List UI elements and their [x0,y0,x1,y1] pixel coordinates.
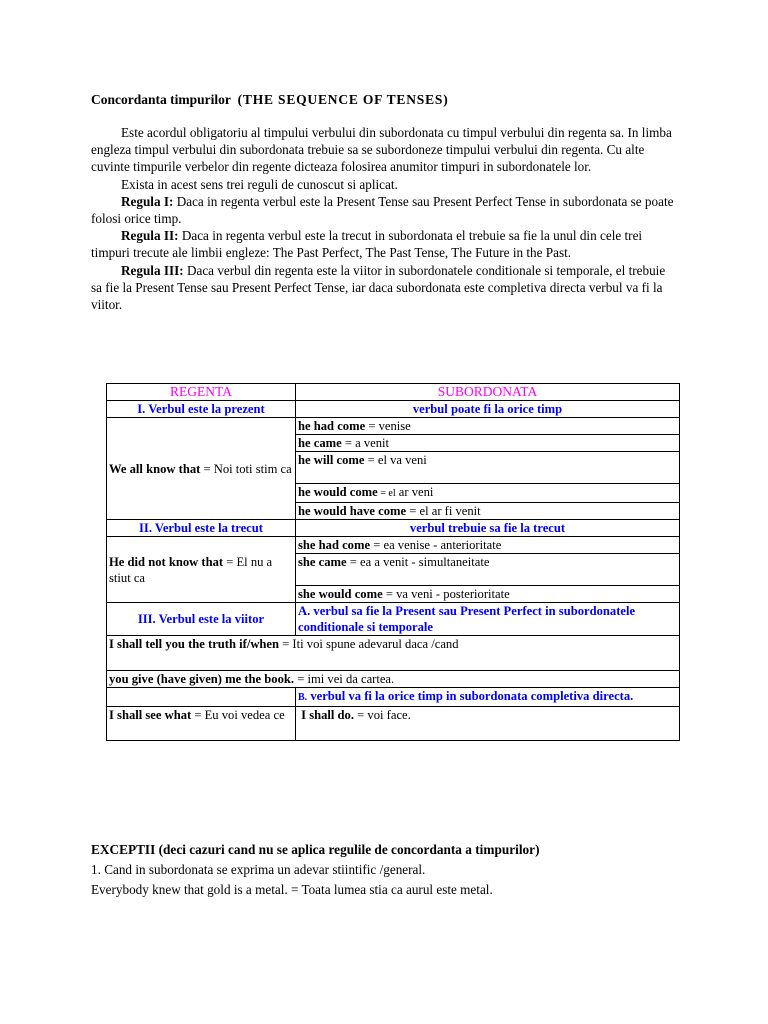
example-translation: = Iti voi spune adevarul daca /cand [279,637,459,651]
sub-clause-cell [296,418,680,435]
table-row [107,636,680,671]
rule-2-label: Regula II: [121,228,179,244]
sub-clause-cell [296,537,680,554]
sub-clause-translation: = va veni - posterioritate [382,587,510,601]
title-en: (THE SEQUENCE OF TENSES) [237,92,449,107]
section-2-header-row [107,520,680,537]
exception-1-example: Everybody knew that gold is a metal. = Toata lumea stia ca aurul este metal. [91,882,493,897]
rule-b-prefix: B. [298,692,308,703]
exception-1: 1. Cand in subordonata se exprima un adevar stiintific /general. [91,862,426,877]
main-clause-translation: = El nu a stiut ca [109,554,273,585]
intro-rules-lead: Exista in acest sens trei reguli de cunoscut si aplicat. [121,176,398,192]
sub-clause-bold: she would come [298,587,383,601]
sub-clause-translation: = ea venise - anterioritate [370,538,502,552]
sub-clause-bold: he came [298,436,342,450]
section-2-left: II. Verbul este la trecut [107,520,296,537]
rule-b-text: verbul va fi la orice timp in subordonata completiva directa. [307,689,634,703]
sub-clause-translation: = el va veni [364,453,427,467]
table-row [107,418,680,435]
table-row [107,671,680,688]
sub-clause-translation-small: = el [377,488,396,499]
header-regenta: REGENTA [107,384,296,401]
main-clause-bold: I shall see what [109,708,192,722]
section-3-right-a: A. verbul sa fie la Present sau Present Perfect in subordonatele conditionale si temporale [296,603,680,636]
table-row [107,688,680,707]
section-3-main-clause [107,707,296,741]
table-header-row [107,384,680,401]
example-bold: I shall tell you the truth if/when [109,637,280,651]
sub-clause-translation: ar veni [395,485,434,499]
empty-cell [107,688,296,707]
sub-clause-cell [296,586,680,603]
main-clause-translation: = Noi toti stim ca [200,461,292,476]
sub-clause-translation: = voi face. [354,708,411,722]
header-subordonata: SUBORDONATA [296,384,680,401]
sub-clause-bold: he will come [298,453,365,467]
sub-clause-translation: = el ar fi venit [406,504,481,518]
section-2-main-clause [107,537,296,603]
section-1-header-row [107,401,680,418]
example-bold: you give (have given) me the book. [109,672,295,686]
rule-1-text: Daca in regenta verbul este la Present Tense sau Present Perfect Tense in subordonata se poate folosi orice timp. [91,193,674,227]
section-2-right: verbul trebuie sa fie la trecut [296,520,680,537]
page-title [91,92,449,108]
intro-section [91,124,677,313]
sub-clause-bold: she came [298,555,347,569]
sub-clause-cell [296,435,680,452]
sub-clause-cell [296,484,680,503]
rule-1 [91,193,677,227]
title-ro: Concordanta timpurilor [91,92,231,107]
section-1-right: verbul poate fi la orice timp [296,401,680,418]
sub-clause-cell [296,554,680,586]
sub-clause-cell [296,707,680,741]
sub-clause-bold: he had come [298,419,366,433]
example-translation: = imi vei da cartea. [294,672,395,686]
section-1-left: I. Verbul este la prezent [107,401,296,418]
sub-clause-translation: = ea a venit - simultaneitate [346,555,490,569]
rule-2-text: Daca in regenta verbul este la trecut in subordonata el trebuie sa fie la unul din cele trei timpuri trecute ale limbii engleze: The Past Perfect, The Past Tense, The Future in the Past. [91,228,643,261]
sub-clause-bold: he would come [298,485,378,499]
table-row [107,707,680,741]
main-clause-bold: He did not know that [109,554,224,569]
example-line-1 [107,636,680,671]
section-3-right-b [296,688,680,707]
main-clause-bold: We all know that [109,461,201,476]
intro-paragraph: Este acordul obligatoriu al timpului verbului din subordonata cu timpul verbului din regenta sa. In limba engleza timpul verbului din subordonata trebuie sa se subordoneze timpului verbului din regenta. Cu alte cuvinte timpurile verbelor din regente dicteaza folosirea anumitor timpuri in subordonatele lor. [91,125,672,175]
sub-clause-bold: I shall do. [301,708,355,722]
sub-clause-bold: he would have come [298,504,407,518]
example-line-2 [107,671,680,688]
section-3-left: III. Verbul este la viitor [107,603,296,636]
rule-2 [91,227,677,261]
sub-clause-cell [296,503,680,520]
rule-1-label: Regula I: [121,193,174,209]
sub-clause-bold: she had come [298,538,371,552]
main-clause-translation: = Eu voi vedea ce [191,708,285,722]
sub-clause-cell [296,452,680,484]
sub-clause-translation: = venise [365,419,411,433]
rule-3-label: Regula III: [121,262,184,278]
table-row [107,537,680,554]
rule-3-text: Daca verbul din regenta este la viitor in subordonatele conditionale si temporale, el trebuie sa fie la Present Tense sau Present Perfect Tense, iar daca subordonata este completiva directa verbul va fi la viitor. [91,262,666,313]
section-1-main-clause [107,418,296,520]
exceptions-title: EXCEPTII (deci cazuri cand nu se aplica regulile de concordanta a timpurilor) [91,842,540,857]
section-3-header-row [107,603,680,636]
sub-clause-translation: = a venit [341,436,390,450]
rule-3 [91,262,677,314]
tenses-table [106,383,680,741]
